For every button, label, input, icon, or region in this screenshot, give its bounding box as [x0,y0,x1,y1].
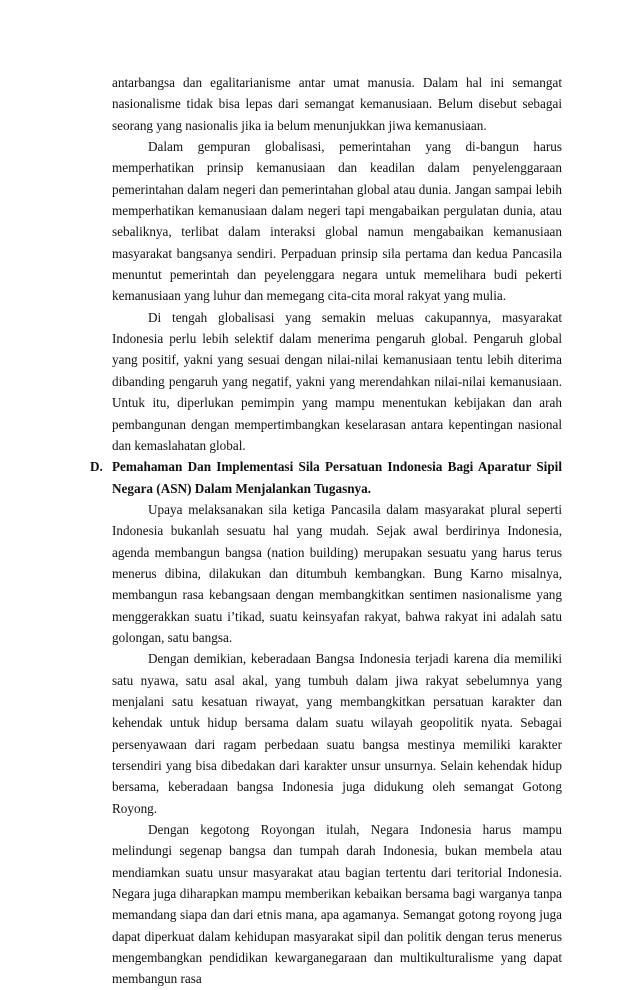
section-title: Pemahaman Dan Implementasi Sila Persatuan Indonesia Bagi Aparatur Sipil Negara (ASN) Dalam Menjalankan Tugasnya. [112,459,562,496]
paragraph-4: Upaya melaksanakan sila ketiga Pancasila dalam masyarakat plural seperti Indonesia bukanlah sesuatu hal yang mudah. Sejak awal berdirinya Indonesia, agenda membangun bangsa (nation building) merupakan sesuatu yang harus terus menerus dibina, dilakukan dan ditumbuh kembangkan. Bung Karno misalnya, membangun rasa kebangsaan dengan membangkitkan sentimen nasionalisme yang menggerakkan suatu i’tikad, suatu keinsyafan rakyat, bahwa rakyat ini adalah satu golongan, satu bangsa. [112,501,562,645]
paragraph-2: Dalam gempuran globalisasi, pemerintahan yang di-bangun harus memperhatikan prinsip kemanusiaan dan keadilan dalam penyelenggaraan pemerintahan dalam negeri dan pemerintahan global atau dunia. Jangan sampai lebih memperhatikan kemanusiaan dalam negeri tapi mengabaikan pergulatan dunia, atau sebaliknya, terlibat dalam interaksi global namun mengabaikan kemanusiaan masyarakat bangsanya sendiri. Perpaduan prinsip sila pertama dan kedua Pancasila menuntut pemerintah dan peyelenggara negara untuk memelihara budi pekerti kemanusiaan yang luhur dan memegang cita-cita moral rakyat yang mulia. [112,139,562,304]
paragraph-1: antarbangsa dan egalitarianisme antar umat manusia. Dalam hal ini semangat nasionalisme tidak bisa lepas dari semangat kemanusiaan. Belum disebut sebagai seorang yang nasionalis jika ia belum menunjukkan jiwa kemanusiaan. [112,75,562,133]
paragraph-6: Dengan kegotong Royongan itulah, Negara Indonesia harus mampu melindungi segenap bangsa dan tumpah darah Indonesia, bukan membela atau mendiamkan suatu unsur masyarakat atau bagian tertentu dari teritorial Indonesia. Negara juga diharapkan mampu memberikan kebaikan bersama bagi warganya tanpa memandang siapa dan dari etnis mana, apa agamanya. Semangat gotong royong juga dapat diperkuat dalam kehidupan masyarakat sipil dan politik dengan terus menerus mengembangkan pendidikan kewarganegaraan dan multikulturalisme yang dapat membangun rasa [112,822,562,987]
section-heading [90,456,562,499]
paragraph-5: Dengan demikian, keberadaan Bangsa Indonesia terjadi karena dia memiliki satu nyawa, satu asal akal, yang tumbuh dalam jiwa rakyat sebelumnya yang menjalani satu kesatuan riwayat, yang membangkitkan persatuan karakter dan kehendak untuk hidup bersama dalam suatu wilayah geopolitik nyata. Sebagai persenyawaan dari ragam perbedaan suatu bangsa mestinya memiliki karakter tersendiri yang bisa dibedakan dari karakter unsur unsurnya. Selain kehendak hidup bersama, keberadaan bangsa Indonesia juga didukung oleh semangat Gotong Royong. [112,651,562,816]
paragraph-3: Di tengah globalisasi yang semakin meluas cakupannya, masyarakat Indonesia perlu lebih selektif dalam menerima pengaruh global. Pengaruh global yang positif, yakni yang sesuai dengan nilai-nilai kemanusiaan tentu lebih diterima dibanding pengaruh yang negatif, yakni yang merendahkan nilai-nilai kemanusiaan. Untuk itu, diperlukan pemimpin yang mampu menentukan kebijakan dan arah pembangunan dengan mempertimbangkan keselarasan antara kepentingan nasional dan kemaslahatan global. [112,309,562,453]
section-letter: D. [90,459,103,475]
